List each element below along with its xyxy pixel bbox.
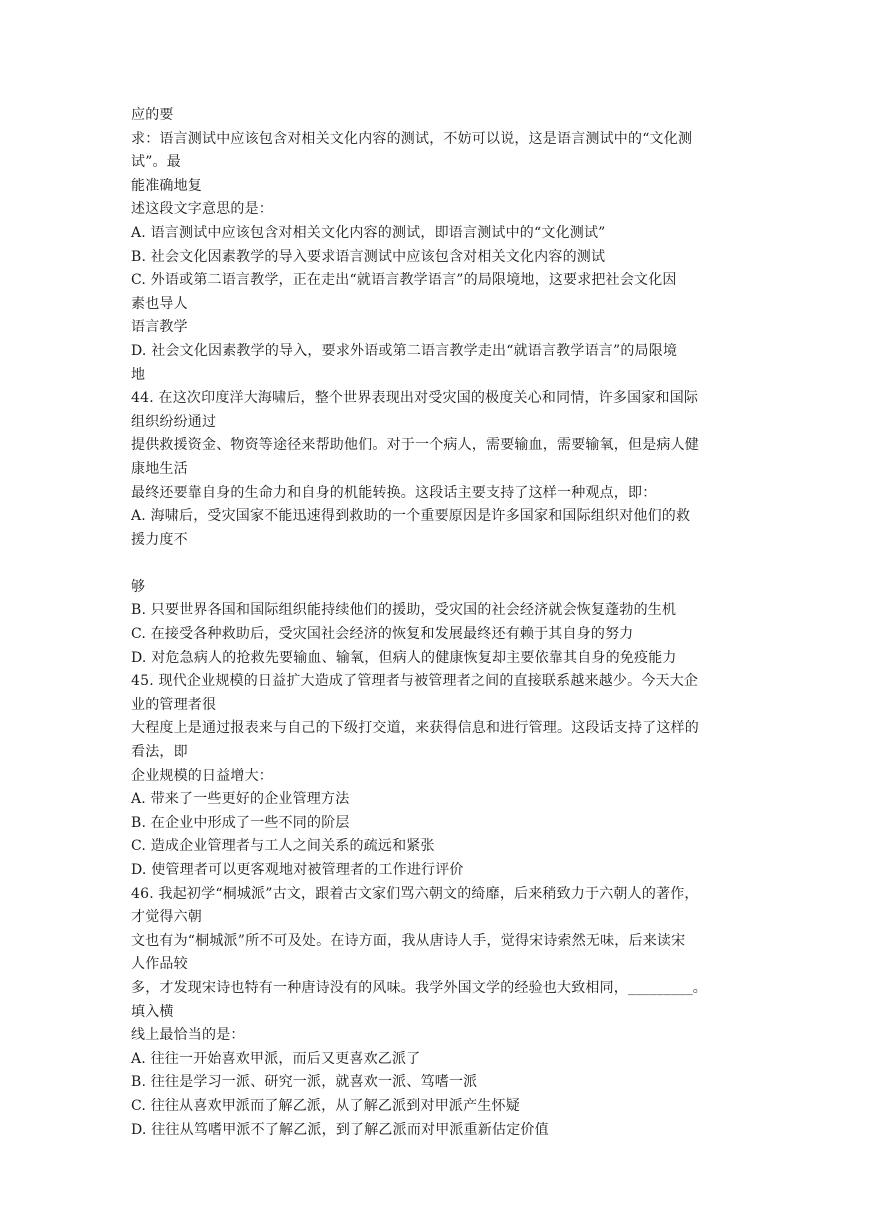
text-line: 能准确地复 <box>131 177 202 194</box>
option-d: D. 往往从笃嗜甲派不了解乙派，到了解乙派而对甲派重新估定价值 <box>131 1121 549 1138</box>
option-d-cont: 地 <box>131 366 146 383</box>
option-b: B. 社会文化因素教学的导入要求语言测试中应该包含对相关文化内容的测试 <box>131 248 606 265</box>
option-d: D. 社会文化因素教学的导入，要求外语或第二语言教学走出“就语言教学语言”的局限境 <box>131 342 678 359</box>
option-a-cont: 援力度不 <box>131 531 188 548</box>
option-a-cont: 够 <box>131 578 146 595</box>
document-body <box>131 104 743 1142</box>
option-c-cont: 语言教学 <box>131 319 188 336</box>
question-prompt: 最终还要靠自身的生命力和自身的机能转换。这段话主要支持了这样一种观点，即： <box>131 484 657 501</box>
option-c: C. 往往从喜欢甲派而了解乙派，从了解乙派到对甲派产生怀疑 <box>131 1097 520 1114</box>
text-line: 文也有为“桐城派”所不可及处。在诗方面，我从唐诗人手，觉得宋诗索然无味，后来读宋 <box>131 932 686 949</box>
text-line: 应的要 <box>131 107 174 123</box>
option-b: B. 往往是学习一派、研究一派，就喜欢一派、笃嗜一派 <box>131 1074 478 1091</box>
text-line: 业的管理者很 <box>131 696 217 713</box>
text-line: 多，才发现宋诗也特有一种唐诗没有的风味。我学外国文学的经验也大致相同，_________。 <box>131 979 707 996</box>
option-a: A. 带来了一些更好的企业管理方法 <box>131 791 350 808</box>
option-c: C. 造成企业管理者与工人之间关系的疏远和紧张 <box>131 838 435 855</box>
question-prompt: 线上最恰当的是： <box>131 1027 245 1044</box>
text-line: 求：语言测试中应该包含对相关文化内容的测试，不妨可以说，这是语言测试中的“文化测 <box>131 130 693 147</box>
text-line: 人作品较 <box>131 956 188 973</box>
text-line: 康地生活 <box>131 460 188 477</box>
option-a: A. 往往一开始喜欢甲派，而后又更喜欢乙派了 <box>131 1050 421 1067</box>
question-44: 44. 在这次印度洋大海啸后，整个世界表现出对受灾国的极度关心和同情，许多国家和国际 <box>131 390 699 407</box>
question-prompt: 企业规模的日益增大： <box>131 767 273 784</box>
question-prompt: 述这段文字意思的是： <box>131 201 273 218</box>
option-c-cont: 素也导人 <box>131 295 188 312</box>
option-c: C. 在接受各种救助后，受灾国社会经济的恢复和发展最终还有赖于其自身的努力 <box>131 626 634 643</box>
text-line: 提供救援资金、物资等途径来帮助他们。对于一个病人，需要输血，需要输氧，但是病人健 <box>131 437 699 454</box>
question-45: 45. 现代企业规模的日益扩大造成了管理者与被管理者之间的直接联系越来越少。今天大企 <box>131 673 699 690</box>
option-b: B. 在企业中形成了一些不同的阶层 <box>131 814 350 831</box>
option-b: B. 只要世界各国和国际组织能持续他们的援助，受灾国的社会经济就会恢复蓬勃的生机 <box>131 602 677 619</box>
blank-line <box>131 552 743 576</box>
option-a: A. 语言测试中应该包含对相关文化内容的测试，即语言测试中的“文化测试” <box>131 224 606 241</box>
text-line: 大程度上是通过报表来与自己的下级打交道，来获得信息和进行管理。这段话支持了这样的 <box>131 720 699 737</box>
option-d: D. 对危急病人的抢救先要输血、输氧，但病人的健康恢复却主要依靠其自身的免疫能力 <box>131 649 677 666</box>
text-line: 看法，即 <box>131 744 188 761</box>
option-a: A. 海啸后，受灾国家不能迅速得到救助的一个重要原因是许多国家和国际组织对他们的救 <box>131 508 691 525</box>
text-line: 填入横 <box>131 1003 174 1020</box>
option-d: D. 使管理者可以更客观地对被管理者的工作进行评价 <box>131 862 464 878</box>
text-line: 试”。最 <box>131 154 181 171</box>
text-line: 组织纷纷通过 <box>131 413 217 430</box>
option-c: C. 外语或第二语言教学，正在走出“就语言教学语言”的局限境地，这要求把社会文化因 <box>131 272 677 289</box>
question-46: 46. 我起初学“桐城派”古文，跟着古文家们骂六朝文的绮靡，后来稍致力于六朝人的著作， <box>131 885 699 902</box>
text-line: 才觉得六朝 <box>131 909 202 926</box>
